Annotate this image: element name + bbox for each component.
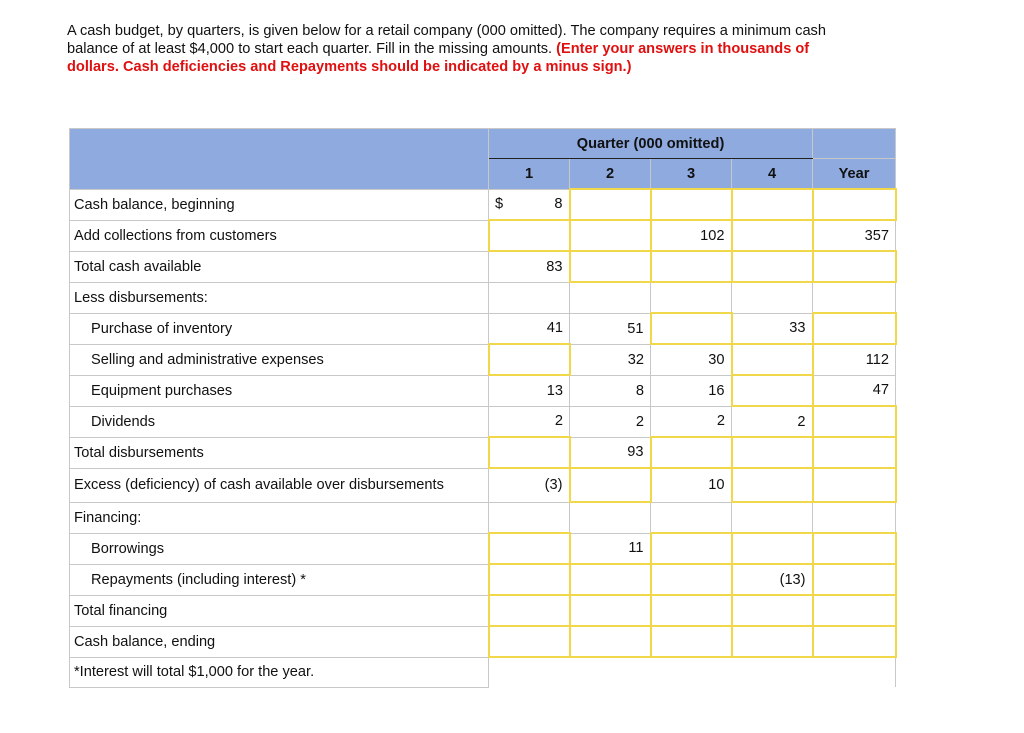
column-header-q4: 4 — [732, 159, 813, 190]
input-q2[interactable] — [570, 468, 651, 502]
cell-q4: 2 — [732, 406, 813, 437]
row-label: Selling and administrative expenses — [70, 344, 489, 375]
input-q4[interactable] — [732, 468, 813, 502]
row-excess-deficiency — [70, 468, 896, 502]
input-q1[interactable] — [489, 220, 570, 251]
cell-empty — [813, 502, 896, 533]
input-year[interactable] — [813, 626, 896, 657]
cell-empty — [489, 657, 570, 687]
row-dividends — [70, 406, 896, 437]
input-q2[interactable] — [570, 595, 651, 626]
row-equipment-purchases — [70, 375, 896, 406]
input-q3[interactable] — [651, 251, 732, 282]
cell-empty — [813, 282, 896, 313]
row-cash-balance-ending — [70, 626, 896, 657]
input-q3[interactable] — [651, 313, 732, 344]
input-q3[interactable] — [651, 437, 732, 468]
input-q4[interactable] — [732, 533, 813, 564]
cell-empty — [651, 657, 732, 687]
input-year[interactable] — [813, 406, 896, 437]
column-header-q3: 3 — [651, 159, 732, 190]
row-borrowings — [70, 533, 896, 564]
input-year[interactable] — [813, 313, 896, 344]
input-q3[interactable] — [651, 564, 732, 595]
cell-empty — [651, 282, 732, 313]
input-q1[interactable] — [489, 533, 570, 564]
row-total-cash-available — [70, 251, 896, 282]
input-q2[interactable] — [570, 251, 651, 282]
row-label: Equipment purchases — [70, 375, 489, 406]
row-total-disbursements — [70, 437, 896, 468]
row-label: Add collections from customers — [70, 220, 489, 251]
input-q2[interactable] — [570, 189, 651, 220]
row-footnote — [70, 657, 896, 687]
row-label: Financing: — [70, 502, 489, 533]
cash-budget-table — [69, 128, 897, 688]
cell-empty — [489, 282, 570, 313]
row-label: Dividends — [70, 406, 489, 437]
input-q2[interactable] — [570, 626, 651, 657]
cell-empty — [489, 502, 570, 533]
input-year[interactable] — [813, 595, 896, 626]
cell-q3: 10 — [651, 468, 732, 502]
input-q3[interactable] — [651, 533, 732, 564]
cell-q2: 51 — [570, 313, 651, 344]
cell-year: 112 — [813, 344, 896, 375]
row-label: Less disbursements: — [70, 282, 489, 313]
input-q2[interactable] — [570, 564, 651, 595]
input-q4[interactable] — [732, 375, 813, 406]
cell-empty — [570, 282, 651, 313]
input-year[interactable] — [813, 564, 896, 595]
row-label: Total cash available — [70, 251, 489, 282]
instructions — [67, 22, 827, 76]
cell-empty — [732, 282, 813, 313]
header-year-spacer — [813, 129, 896, 159]
row-financing — [70, 502, 896, 533]
input-q1[interactable] — [489, 564, 570, 595]
cell-q4: (13) — [732, 564, 813, 595]
input-year[interactable] — [813, 468, 896, 502]
input-q3[interactable] — [651, 626, 732, 657]
row-cash-balance-beginning — [70, 189, 896, 220]
cell-q4: 33 — [732, 313, 813, 344]
input-q1[interactable] — [489, 626, 570, 657]
cell-empty — [732, 657, 813, 687]
input-q1[interactable] — [489, 595, 570, 626]
cell-q3: 2 — [651, 406, 732, 437]
input-year[interactable] — [813, 251, 896, 282]
input-q4[interactable] — [732, 344, 813, 375]
input-q4[interactable] — [732, 437, 813, 468]
input-year[interactable] — [813, 533, 896, 564]
cell-q2: 8 — [570, 375, 651, 406]
row-label: Total disbursements — [70, 437, 489, 468]
header-row-group — [70, 129, 896, 159]
input-q3[interactable] — [651, 189, 732, 220]
cell-year: 357 — [813, 220, 896, 251]
row-add-collections — [70, 220, 896, 251]
column-header-year: Year — [813, 159, 896, 190]
input-q2[interactable] — [570, 220, 651, 251]
row-label: Borrowings — [70, 533, 489, 564]
cell-q2: 11 — [570, 533, 651, 564]
quarter-group-header: Quarter (000 omitted) — [489, 129, 813, 159]
row-label: Cash balance, beginning — [70, 189, 489, 220]
input-year[interactable] — [813, 437, 896, 468]
cell-q2: 93 — [570, 437, 651, 468]
cell-q1: 83 — [489, 251, 570, 282]
cell-q3: 16 — [651, 375, 732, 406]
cell-q3: 30 — [651, 344, 732, 375]
column-header-q1: 1 — [489, 159, 570, 190]
row-less-disbursements — [70, 282, 896, 313]
cell-q1 — [489, 189, 570, 220]
row-selling-admin — [70, 344, 896, 375]
cell-empty — [732, 502, 813, 533]
column-header-q2: 2 — [570, 159, 651, 190]
row-label: Purchase of inventory — [70, 313, 489, 344]
instructions-text: A cash budget, by quarters, is given below for a retail company (000 omitted). The company requires a minimum cash balance of at least $4,000 to start each quarter. Fill in the missing amounts. — [67, 23, 826, 57]
input-q4[interactable] — [732, 595, 813, 626]
input-q4[interactable] — [732, 251, 813, 282]
row-purchase-inventory — [70, 313, 896, 344]
input-q4[interactable] — [732, 220, 813, 251]
footnote: *Interest will total $1,000 for the year. — [70, 657, 489, 687]
row-label: Cash balance, ending — [70, 626, 489, 657]
instructions-emphasis: (Enter your answers in thousands of dollars. Cash deficiencies and Repayments should be indicated by a minus sign.) — [67, 41, 810, 75]
header-label-cell — [70, 129, 489, 190]
cell-value: 8 — [554, 196, 563, 213]
input-q4[interactable] — [732, 189, 813, 220]
currency-symbol: $ — [495, 196, 504, 213]
cell-q1: (3) — [489, 468, 570, 502]
cell-q2: 2 — [570, 406, 651, 437]
input-q4[interactable] — [732, 626, 813, 657]
cell-empty — [813, 657, 896, 687]
cell-q1: 2 — [489, 406, 570, 437]
cell-q3: 102 — [651, 220, 732, 251]
cell-empty — [570, 657, 651, 687]
cell-empty — [651, 502, 732, 533]
row-repayments — [70, 564, 896, 595]
row-label: Repayments (including interest) * — [70, 564, 489, 595]
row-label: Total financing — [70, 595, 489, 626]
cell-q1: 41 — [489, 313, 570, 344]
row-label: Excess (deficiency) of cash available over disbursements — [70, 468, 489, 502]
cell-q1: 13 — [489, 375, 570, 406]
input-q1[interactable] — [489, 344, 570, 375]
input-q3[interactable] — [651, 595, 732, 626]
row-total-financing — [70, 595, 896, 626]
cell-empty — [570, 502, 651, 533]
cell-year: 47 — [813, 375, 896, 406]
input-year[interactable] — [813, 189, 896, 220]
input-q1[interactable] — [489, 437, 570, 468]
cell-q2: 32 — [570, 344, 651, 375]
